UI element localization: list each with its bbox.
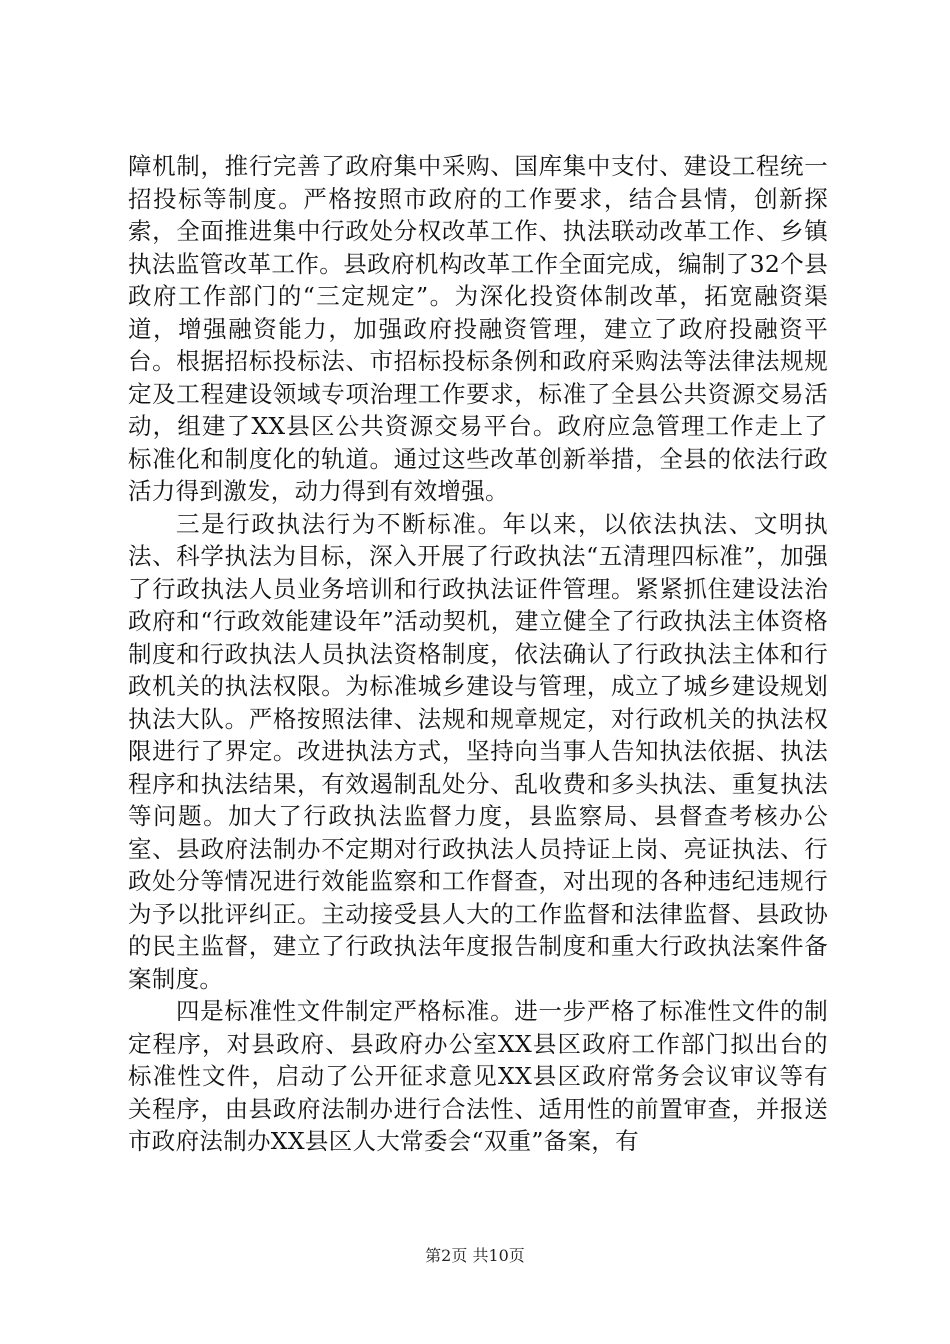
document-body (128, 150, 828, 1158)
paragraph-normative-documents: 四是标准性文件制定严格标准。进一步严格了标准性文件的制定程序，对县政府、县政府办公室XX县区政府工作部门拟出台的标准性文件，启动了公开征求意见XX县区政府常务会议审议等有关程序，由县政府法制办进行合法性、适用性的前置审查，并报送市政府法制办XX县区人大常委会“双重”备案，有 (128, 997, 828, 1155)
page-footer (0, 1246, 950, 1266)
page-number-label: 第2页 共10页 (425, 1246, 525, 1265)
paragraph-enforcement-standard: 三是行政执法行为不断标准。年以来，以依法执法、文明执法、科学执法为目标，深入开展了行政执法“五清理四标准”，加强了行政执法人员业务培训和行政执法证件管理。紧紧抓住建设法治政府和“行政效能建设年”活动契机，建立健全了行政执法主体资格制度和行政执法人员执法资格制度，依法确认了行政执法主体和行政机关的执法权限。为标准城乡建设与管理，成立了城乡建设规划执法大队。严格按照法律、法规和规章规定，对行政机关的执法权限进行了界定。改进执法方式，坚持向当事人告知执法依据、执法程序和执法结果，有效遏制乱处分、乱收费和多头执法、重复执法等问题。加大了行政执法监督力度，县监察局、县督查考核办公室、县政府法制办不定期对行政执法人员持证上岗、亮证执法、行政处分等情况进行效能监察和工作督查，对出现的各种违纪违规行为予以批评纠正。主动接受县人大的工作监督和法律监督、县政协的民主监督，建立了行政执法年度报告制度和重大行政执法案件备案制度。 (128, 509, 828, 993)
paragraph-reform-continuation: 障机制，推行完善了政府集中采购、国库集中支付、建设工程统一招投标等制度。严格按照市政府的工作要求，结合县情，创新探索，全面推进集中行政处分权改革工作、执法联动改革工作、乡镇执法监管改革工作。县政府机构改革工作全面完成，编制了32个县政府工作部门的“三定规定”。为深化投资体制改革，拓宽融资渠道，增强融资能力，加强政府投融资管理，建立了政府投融资平台。根据招标投标法、市招标投标条例和政府采购法等法律法规规定及工程建设领域专项治理工作要求，标准了全县公共资源交易活动，组建了XX县区公共资源交易平台。政府应急管理工作走上了标准化和制度化的轨道。通过这些改革创新举措，全县的依法行政活力得到激发，动力得到有效增强。 (128, 152, 828, 505)
